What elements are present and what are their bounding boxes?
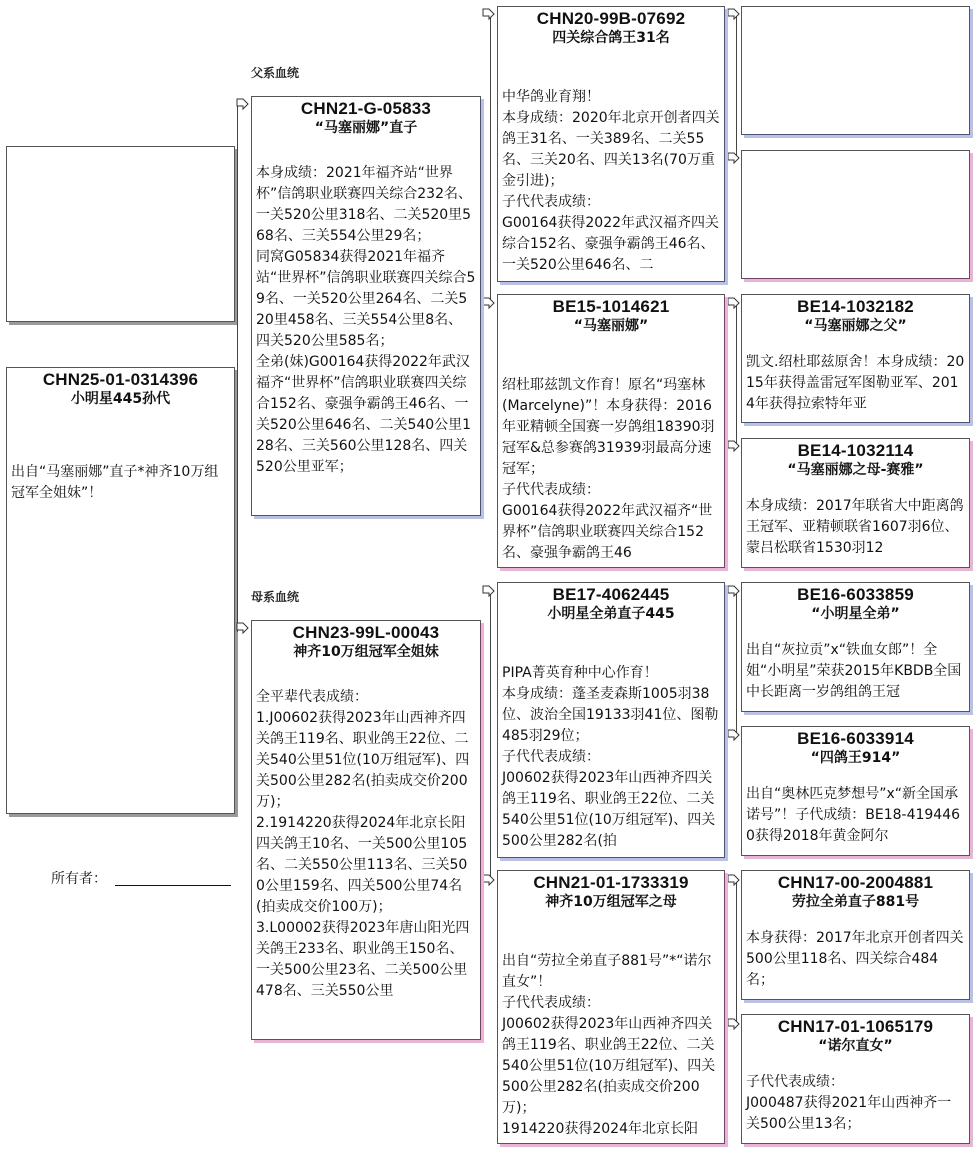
sire-sire-dam-card bbox=[741, 150, 970, 279]
sire-line-label: 父系血统 bbox=[251, 66, 300, 80]
bracket-arrow-icon bbox=[482, 296, 495, 309]
bracket-arrow-icon bbox=[236, 97, 249, 110]
dam-sire-sire-description: 出自“灰拉贡”x“铁血女郎”！全姐“小明星”荣获2015年KBDB全国中长距离一岁鸽组鸽王冠 bbox=[746, 642, 962, 700]
bracket-arrow-icon bbox=[727, 7, 740, 20]
sire-sire-sire-card bbox=[741, 6, 970, 135]
dam-line-label: 母系血统 bbox=[251, 590, 300, 604]
dam-dam-description: 出自“劳拉全弟直子881号”*“诺尔直女”！ 子代代表成绩： J00602获得2023年山西神齐四关鸽王119名、职业鸽王22位、二关540公里51位(10万组冠军)、四关500公里282名(拍卖成交价200万)； 1914220获得2024年北京长阳 bbox=[502, 953, 716, 1137]
dam-dam-dam-card bbox=[741, 1014, 970, 1144]
dam-sire-sire-name: “小明星全弟” bbox=[811, 606, 900, 622]
bracket-arrow-icon bbox=[727, 873, 740, 886]
connector-ds-gen4 bbox=[736, 592, 737, 737]
dam-dam-ring-number: CHN21-01-1733319 bbox=[533, 873, 689, 892]
dam-sire-name: 小明星全弟直子445 bbox=[547, 606, 675, 622]
sire-dam-card bbox=[497, 294, 725, 568]
subject-ring-number: CHN25-01-0314396 bbox=[42, 370, 199, 389]
dam-dam-sire-name: 劳拉全弟直子881号 bbox=[791, 894, 920, 910]
sire-sire-card bbox=[497, 6, 725, 282]
sire-ring-number: CHN21-G-05833 bbox=[300, 99, 432, 118]
dam-sire-card bbox=[497, 582, 725, 858]
bracket-arrow-icon bbox=[482, 7, 495, 20]
owner-label: 所有者： bbox=[51, 871, 107, 887]
connector-dam-gen3 bbox=[490, 592, 491, 882]
sire-dam-sire-name: “马塞丽娜之父” bbox=[804, 318, 907, 334]
bracket-arrow-icon bbox=[727, 728, 740, 741]
dam-description: 全平辈代表成绩： 1.J00602获得2023年山西神齐四关鸽王119名、职业鸽王22位、二关540公里51位(10万组冠军)、四关500公里282名(拍卖成交价200万)； 2.1914220获得2024年北京长阳四关鸽王10名、一关500公里105名、二关550公里113名、三关500公里159名、四关500公里74名(拍卖成交价100万)； 3.L00002获得2023年唐山阳光四关鸽王233名、职业鸽王150名、一关500公里23名、二关500公里478名、三关550公里 bbox=[256, 689, 470, 999]
sire-dam-dam-description: 本身成绩：2017年联省大中距离鸽王冠军、亚精顿联省1607羽6位、蒙吕松联省1530羽12 bbox=[746, 498, 964, 556]
sire-sire-name: 四关综合鸽王31名 bbox=[552, 30, 670, 46]
owner-field-line bbox=[115, 885, 231, 886]
sire-dam-dam-name: “马塞丽娜之母-赛雅” bbox=[787, 462, 924, 478]
bracket-arrow-icon bbox=[727, 151, 740, 164]
dam-dam-dam-ring-number: CHN17-01-1065179 bbox=[777, 1017, 934, 1036]
connector-ss-gen4 bbox=[736, 14, 737, 159]
sire-dam-ring-number: BE15-1014621 bbox=[552, 297, 670, 316]
connector-gen1 bbox=[237, 106, 238, 632]
sire-dam-dam-card bbox=[741, 438, 970, 568]
dam-dam-sire-description: 本身获得：2017年北京开创者四关500公里118名、四关综合484名； bbox=[746, 930, 964, 988]
bracket-arrow-icon bbox=[727, 584, 740, 597]
connector-sire-gen3 bbox=[490, 16, 491, 306]
sire-dam-sire-card bbox=[741, 294, 970, 423]
dam-card bbox=[251, 620, 481, 1040]
dam-name: 神齐10万组冠军全姐妹 bbox=[293, 644, 439, 660]
bracket-arrow-icon bbox=[727, 439, 740, 452]
dam-sire-dam-ring-number: BE16-6033914 bbox=[797, 729, 914, 748]
dam-sire-dam-card bbox=[741, 726, 970, 856]
connector-sd-gen4 bbox=[736, 302, 737, 447]
subject-name: 小明星445孙代 bbox=[70, 391, 171, 407]
sire-dam-name: “马塞丽娜” bbox=[573, 318, 649, 334]
dam-sire-ring-number: BE17-4062445 bbox=[552, 585, 670, 604]
dam-dam-card bbox=[497, 870, 725, 1144]
bracket-arrow-icon bbox=[727, 1017, 740, 1030]
dam-dam-dam-description: 子代代表成绩： J000487获得2021年山西神齐一关500公里13名； bbox=[746, 1074, 952, 1132]
sire-dam-sire-description: 凯文.绍杜耶兹原舍！本身成绩：2015年获得盖雷冠军图勒亚军、2014年获得拉索特年亚 bbox=[746, 354, 965, 412]
bracket-arrow-icon bbox=[727, 296, 740, 309]
bracket-arrow-icon bbox=[482, 873, 495, 886]
dam-sire-dam-name: “四鸽王914” bbox=[810, 750, 901, 766]
dam-sire-sire-card bbox=[741, 582, 970, 712]
sire-dam-sire-ring-number: BE14-1032182 bbox=[797, 297, 914, 316]
dam-sire-dam-description: 出自“奥林匹克梦想号”x“新全国承诺号”！子代成绩：BE18-4194460获得2018年黄金阿尔 bbox=[746, 786, 961, 844]
bracket-arrow-icon bbox=[482, 584, 495, 597]
bracket-arrow-icon bbox=[236, 621, 249, 634]
dam-dam-sire-ring-number: CHN17-00-2004881 bbox=[777, 873, 934, 892]
sire-description: 本身成绩：2021年福齐站“世界杯”信鸽职业联赛四关综合232名、一关520公里318名、二关520里568名、三关554公里29名； 同窝G05834获得2021年福齐站“世界杯”信鸽职业联赛四关综合59名、一关520公里264名、二关520里458名、三关554公里8名、四关520公里585名； 全弟(妹)G00164获得2022年武汉福齐“世界杯”信鸽职业联赛四关综合152名、豪强争霸鸽王46名、一关520公里646名、二关540公里128名、三关560公里128名、四关520公里亚军； bbox=[256, 165, 476, 475]
dam-dam-name: 神齐10万组冠军之母 bbox=[545, 894, 677, 910]
sire-name: “马塞丽娜”直子 bbox=[314, 120, 418, 136]
dam-dam-sire-card bbox=[741, 870, 970, 1000]
subject-description: 出自“马塞丽娜”直子*神齐10万组冠军全姐妹”！ bbox=[11, 464, 219, 501]
sire-card bbox=[251, 96, 481, 516]
photo-placeholder bbox=[6, 146, 235, 322]
dam-ring-number: CHN23-99L-00043 bbox=[292, 623, 440, 642]
sire-sire-ring-number: CHN20-99B-07692 bbox=[536, 9, 686, 28]
dam-sire-description: PIPA菁英育种中心作育！ 本身成绩：蓬圣麦森斯1005羽38位、波治全国19133羽41位、图勒485羽29位； 子代代表成绩： J00602获得2023年山西神齐四关鸽王119名、职业鸽王22位、二关540公里51位(10万组冠军)、四关500公里282名(拍 bbox=[502, 665, 719, 849]
connector-dd-gen4 bbox=[736, 878, 737, 1023]
sire-dam-dam-ring-number: BE14-1032114 bbox=[797, 441, 914, 460]
subject-card bbox=[6, 367, 235, 814]
sire-dam-description: 绍杜耶兹凯文作育！原名“玛塞林(Marcelyne)”！本身获得：2016年亚精顿全国赛一岁鸽组18390羽冠军&总参赛鸽31939羽最高分速冠军； 子代代表成绩： G00164获得2022年武汉福齐“世界杯”信鸽职业联赛四关综合152名、豪强争霸鸽王46 bbox=[502, 377, 715, 561]
dam-dam-dam-name: “诺尔直女” bbox=[818, 1038, 893, 1054]
sire-sire-description: 中华鸽业育翔！ 本身成绩：2020年北京开创者四关鸽王31名、一关389名、二关55名、三关20名、四关13名(70万重金引进)； 子代代表成绩： G00164获得2022年武汉福齐四关综合152名、豪强争霸鸽王46名、一关520公里646名、二 bbox=[502, 89, 720, 273]
dam-sire-sire-ring-number: BE16-6033859 bbox=[797, 585, 914, 604]
